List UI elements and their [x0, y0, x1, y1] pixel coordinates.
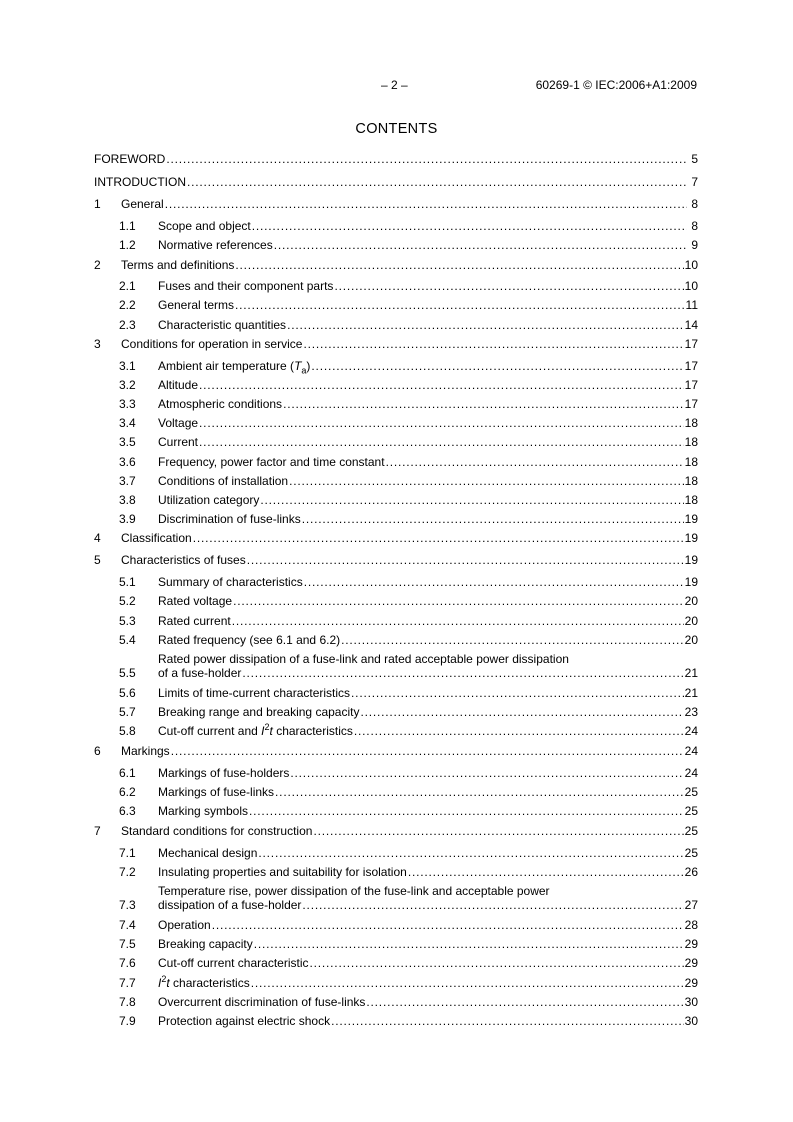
toc-entry-page: 19 — [684, 531, 698, 545]
toc-entry-title-line2: of a fuse-holder — [158, 666, 242, 680]
dot-leader — [199, 378, 684, 392]
toc-entry-number: 5.8 — [119, 724, 136, 738]
toc-entry-number: 2 — [94, 258, 101, 272]
toc-entry[interactable] — [94, 318, 698, 332]
dot-leader — [274, 238, 687, 252]
toc-entry-number: 1 — [94, 197, 101, 211]
toc-entry-title: Frequency, power factor and time constant — [158, 455, 385, 469]
toc-entry-title: Overcurrent discrimination of fuse-links — [158, 995, 366, 1009]
toc-entry[interactable] — [94, 575, 698, 589]
toc-entry[interactable] — [94, 976, 698, 990]
toc-entry[interactable] — [94, 298, 698, 312]
dot-leader — [311, 359, 683, 373]
toc-entry[interactable] — [94, 744, 698, 758]
toc-entry-title: Discrimination of fuse-links — [158, 512, 301, 526]
toc-entry-number: 7 — [94, 824, 101, 838]
dot-leader — [313, 824, 683, 838]
dot-leader — [289, 474, 684, 488]
toc-entry-page: 23 — [684, 705, 698, 719]
toc-entry-body — [158, 785, 698, 799]
dot-leader — [249, 804, 684, 818]
dot-leader — [386, 455, 684, 469]
toc-entry-number: 4 — [94, 531, 101, 545]
toc-entry-page: 26 — [684, 865, 698, 879]
toc-entry[interactable] — [94, 337, 698, 351]
toc-entry-body — [121, 553, 698, 567]
toc-entry[interactable] — [94, 918, 698, 932]
toc-entry-page: 18 — [684, 455, 698, 469]
dot-leader — [235, 298, 685, 312]
toc-entry-body — [158, 614, 698, 628]
toc-entry[interactable] — [94, 175, 698, 189]
toc-entry[interactable] — [94, 258, 698, 272]
toc-entry-body — [158, 804, 698, 818]
toc-entry-body — [158, 846, 698, 860]
toc-entry-body — [158, 238, 698, 252]
toc-entry-body — [158, 298, 698, 312]
toc-entry-body — [121, 824, 698, 838]
toc-entry-page: 20 — [684, 614, 698, 628]
toc-entry-body — [158, 1014, 698, 1028]
standard-reference: 60269-1 © IEC:2006+A1:2009 — [535, 78, 697, 92]
toc-entry-page: 14 — [684, 318, 698, 332]
dot-leader — [258, 846, 683, 860]
toc-entry-page: 18 — [684, 474, 698, 488]
toc-entry-title: Markings of fuse-holders — [158, 766, 290, 780]
toc-entry-title: Utilization category — [158, 493, 260, 507]
toc-entry-title: Scope and object — [158, 219, 251, 233]
toc-entry-number: 1.1 — [119, 219, 136, 233]
toc-entry[interactable] — [94, 512, 698, 526]
toc-entry-body — [121, 197, 698, 211]
page-header — [0, 78, 793, 94]
dot-leader — [354, 724, 684, 738]
toc-entry[interactable] — [94, 531, 698, 545]
dot-leader — [302, 512, 684, 526]
toc-entry-title: General — [121, 197, 164, 211]
toc-entry-title-cont — [158, 666, 698, 680]
toc-entry-page: 28 — [684, 918, 698, 932]
toc-entry-title-cont — [158, 898, 698, 912]
toc-entry[interactable] — [94, 553, 698, 567]
toc-entry[interactable] — [94, 279, 698, 293]
toc-entry-page: 24 — [684, 744, 698, 758]
toc-entry-page: 20 — [684, 594, 698, 608]
toc-entry-number: 2.1 — [119, 279, 136, 293]
toc-entry-title: Breaking capacity — [158, 937, 253, 951]
toc-entry[interactable] — [94, 937, 698, 951]
dot-leader — [310, 956, 684, 970]
toc-entry-body — [158, 575, 698, 589]
toc-entry-page: 30 — [684, 995, 698, 1009]
dot-leader — [360, 705, 683, 719]
toc-entry-body — [158, 594, 698, 608]
dot-leader — [331, 1014, 684, 1028]
toc-entry-page: 25 — [684, 804, 698, 818]
toc-entry-title: Characteristic quantities — [158, 318, 287, 332]
toc-entry-title: Ambient air temperature $(T_a)$ — [158, 359, 311, 376]
toc-entry-number: 3.7 — [119, 474, 136, 488]
toc-entry-body — [158, 705, 698, 719]
toc-entry-page: 17 — [684, 378, 698, 392]
dot-leader — [283, 397, 684, 411]
toc-entry-title: Limits of time-current characteristics — [158, 686, 351, 700]
toc-entry-body — [158, 724, 698, 738]
toc-entry-number: 7.1 — [119, 846, 136, 860]
toc-entry-title: Rated voltage — [158, 594, 233, 608]
toc-entry-title: Characteristics of fuses — [121, 553, 246, 567]
toc-entry-title: Altitude — [158, 378, 199, 392]
toc-entry-page: 29 — [684, 937, 698, 951]
toc-entry-title: Standard conditions for construction — [121, 824, 313, 838]
toc-entry-page: 7 — [691, 175, 698, 189]
toc-entry[interactable] — [94, 686, 698, 700]
toc-entry-body — [158, 279, 698, 293]
toc-entry[interactable] — [94, 865, 698, 879]
toc-entry-number: 2.3 — [119, 318, 136, 332]
toc-entry-body — [158, 633, 698, 647]
toc-entry[interactable] — [94, 397, 698, 411]
toc-entry-page: 21 — [684, 686, 698, 700]
dot-leader — [252, 219, 687, 233]
toc-entry[interactable] — [94, 238, 698, 252]
toc-entry-page: 18 — [684, 416, 698, 430]
toc-entry[interactable] — [94, 724, 698, 738]
toc-entry-page: 30 — [684, 1014, 698, 1028]
dot-leader — [254, 937, 684, 951]
toc-entry-page: 18 — [684, 435, 698, 449]
dot-leader — [232, 614, 684, 628]
dot-leader — [366, 995, 683, 1009]
toc-entry-number: 3.2 — [119, 378, 136, 392]
dot-leader — [247, 553, 684, 567]
toc-entry-page: 21 — [684, 666, 698, 680]
toc-entry-number: 3.9 — [119, 512, 136, 526]
toc-entry-title: Rated power dissipation of a fuse-link and rated acceptable power dissipation — [158, 652, 569, 666]
toc-entry-title: Classification — [121, 531, 192, 545]
toc-entry[interactable] — [94, 493, 698, 507]
toc-entry-page: 25 — [684, 846, 698, 860]
toc-entry-title: Operation — [158, 918, 211, 932]
toc-entry-title-line2: dissipation of a fuse-holder — [158, 898, 302, 912]
toc-entry-page: 29 — [684, 956, 698, 970]
toc-entry-title: FOREWORD — [94, 152, 166, 166]
toc-entry-body — [94, 152, 698, 166]
toc-entry[interactable] — [94, 633, 698, 647]
toc-entry-number: 7.8 — [119, 995, 136, 1009]
dot-leader — [233, 594, 684, 608]
toc-entry-body — [158, 219, 698, 233]
toc-entry[interactable] — [94, 824, 698, 838]
toc-entry-body — [158, 493, 698, 507]
toc-entry-title: Insulating properties and suitability for isolation — [158, 865, 407, 879]
toc-entry-page: 19 — [684, 553, 698, 567]
toc-entry-body — [158, 474, 698, 488]
toc-entry-number: 6.3 — [119, 804, 136, 818]
toc-entry-page: 17 — [684, 337, 698, 351]
toc-entry-title: $I^2t$ characteristics — [158, 974, 250, 990]
dot-leader — [251, 976, 684, 990]
toc-entry-number: 5.5 — [119, 666, 136, 680]
toc-entry-body — [158, 686, 698, 700]
dot-leader — [260, 493, 683, 507]
toc-entry[interactable] — [94, 705, 698, 719]
toc-entry-number: 5.6 — [119, 686, 136, 700]
toc-entry-body — [158, 976, 698, 990]
toc-entry-body — [158, 512, 698, 526]
toc-entry-body — [158, 359, 698, 376]
toc-entry[interactable] — [94, 416, 698, 430]
page-title: CONTENTS — [355, 121, 438, 137]
toc-entry-page: 20 — [684, 633, 698, 647]
toc-entry-page: 25 — [684, 824, 698, 838]
toc-entry-body — [94, 175, 698, 189]
toc-entry[interactable] — [94, 846, 698, 860]
toc-entry-number: 7.6 — [119, 956, 136, 970]
toc-entry-number: 5 — [94, 553, 101, 567]
toc-entry[interactable] — [94, 652, 698, 680]
dot-leader — [166, 152, 687, 166]
toc-entry-title: Cut-off current characteristic — [158, 956, 309, 970]
toc-entry-title: Conditions for operation in service — [121, 337, 303, 351]
toc-entry-body — [158, 937, 698, 951]
toc-entry-number: 3.3 — [119, 397, 136, 411]
toc-entry-body — [158, 995, 698, 1009]
toc-entry[interactable] — [94, 804, 698, 818]
toc-entry-page: 25 — [684, 785, 698, 799]
toc-entry-body — [158, 416, 698, 430]
toc-entry-page: 19 — [684, 512, 698, 526]
toc-entry-title: Protection against electric shock — [158, 1014, 331, 1028]
dot-leader — [304, 575, 684, 589]
dot-leader — [275, 785, 684, 799]
toc-entry-body — [158, 918, 698, 932]
toc-entry-title: Conditions of installation — [158, 474, 289, 488]
dot-leader — [171, 744, 684, 758]
toc-entry-page: 8 — [691, 219, 698, 233]
dot-leader — [199, 416, 684, 430]
dot-leader — [351, 686, 684, 700]
toc-entry-title: Normative references — [158, 238, 273, 252]
toc-entry-number: 5.3 — [119, 614, 136, 628]
toc-entry-number: 5.2 — [119, 594, 136, 608]
toc-entry-body — [158, 397, 698, 411]
toc-entry-page: 27 — [684, 898, 698, 912]
toc-entry-number: 3.8 — [119, 493, 136, 507]
toc-entry-page: 10 — [684, 279, 698, 293]
toc-entry-page: 29 — [684, 976, 698, 990]
toc-entry-page: 8 — [691, 197, 698, 211]
toc-entry-title: Voltage — [158, 416, 199, 430]
toc-entry-number: 5.1 — [119, 575, 136, 589]
toc-entry-number: 7.2 — [119, 865, 136, 879]
toc-entry-page: 9 — [691, 238, 698, 252]
toc-entry-title: Fuses and their component parts — [158, 279, 334, 293]
toc-entry-title: Rated current — [158, 614, 231, 628]
dot-leader — [341, 633, 684, 647]
toc-entry[interactable] — [94, 359, 698, 376]
toc-entry-number: 7.3 — [119, 898, 136, 912]
toc-entry-body — [158, 766, 698, 780]
toc-entry-title: Cut-off current and $I^2t$ characteristics — [158, 722, 353, 738]
dot-leader — [193, 531, 684, 545]
toc-entry-page: 24 — [684, 724, 698, 738]
toc-entry-page: 10 — [684, 258, 698, 272]
toc-entry-number: 2.2 — [119, 298, 136, 312]
toc-entry-title: Mechanical design — [158, 846, 258, 860]
toc-entry-body — [158, 435, 698, 449]
toc-entry-body — [121, 337, 698, 351]
dot-leader — [235, 258, 683, 272]
toc-entry-number: 6.2 — [119, 785, 136, 799]
dot-leader — [199, 435, 684, 449]
toc-entry-title: General terms — [158, 298, 235, 312]
toc-entry[interactable] — [94, 594, 698, 608]
toc-entry-number: 3.5 — [119, 435, 136, 449]
toc-entry-number: 3.6 — [119, 455, 136, 469]
toc-entry-number: 6.1 — [119, 766, 136, 780]
toc-entry-body — [158, 865, 698, 879]
toc-entry[interactable] — [94, 1014, 698, 1028]
toc-entry-number: 7.5 — [119, 937, 136, 951]
toc-entry-body — [158, 455, 698, 469]
dot-leader — [187, 175, 687, 189]
toc-entry-number: 3 — [94, 337, 101, 351]
toc-entry-body — [158, 884, 698, 912]
toc-entry-title: Atmospheric conditions — [158, 397, 283, 411]
toc-entry-page: 17 — [684, 397, 698, 411]
toc-entry-number: 6 — [94, 744, 101, 758]
toc-entry-page: 24 — [684, 766, 698, 780]
toc-entry-title: INTRODUCTION — [94, 175, 186, 189]
toc-entry-title: Current — [158, 435, 199, 449]
toc-entry[interactable] — [94, 378, 698, 392]
toc-entry[interactable] — [94, 884, 698, 912]
dot-leader — [287, 318, 684, 332]
toc-entry-title: Rated frequency (see 6.1 and 6.2) — [158, 633, 341, 647]
toc-entry-number: 7.9 — [119, 1014, 136, 1028]
dot-leader — [242, 666, 683, 680]
toc-entry-body — [158, 956, 698, 970]
toc-entry[interactable] — [94, 956, 698, 970]
toc-entry-number: 7.7 — [119, 976, 136, 990]
toc-entry-body — [158, 318, 698, 332]
toc-entry-number: 5.7 — [119, 705, 136, 719]
dot-leader — [303, 337, 683, 351]
toc-entry-title: Markings — [121, 744, 170, 758]
toc-entry-title: Terms and definitions — [121, 258, 235, 272]
toc-entry[interactable] — [94, 785, 698, 799]
toc-entry-body — [121, 258, 698, 272]
toc-entry-number: 1.2 — [119, 238, 136, 252]
toc-entry-number: 3.4 — [119, 416, 136, 430]
toc-entry-body — [121, 531, 698, 545]
dot-leader — [212, 918, 684, 932]
toc-entry[interactable] — [94, 219, 698, 233]
toc-entry[interactable] — [94, 152, 698, 166]
dot-leader — [408, 865, 684, 879]
toc-entry[interactable] — [94, 435, 698, 449]
toc-entry-page: 11 — [685, 298, 698, 312]
toc-entry-page: 5 — [691, 152, 698, 166]
toc-entry-number: 7.4 — [119, 918, 136, 932]
toc-entry-body — [158, 652, 698, 680]
toc-entry-number: 5.4 — [119, 633, 136, 647]
toc-entry[interactable] — [94, 614, 698, 628]
toc-entry-title: Marking symbols — [158, 804, 249, 818]
toc-entry[interactable] — [94, 197, 698, 211]
dot-leader — [290, 766, 683, 780]
toc-entry-title: Temperature rise, power dissipation of the fuse-link and acceptable power — [158, 884, 550, 898]
toc-entry[interactable] — [94, 474, 698, 488]
dot-leader — [302, 898, 683, 912]
toc-entry[interactable] — [94, 995, 698, 1009]
dot-leader — [165, 197, 687, 211]
toc-entry[interactable] — [94, 766, 698, 780]
toc-entry-title: Breaking range and breaking capacity — [158, 705, 360, 719]
toc-entry-page: 19 — [684, 575, 698, 589]
toc-entry-page: 17 — [684, 359, 698, 373]
page-number: – 2 – — [381, 78, 408, 92]
dot-leader — [334, 279, 683, 293]
toc-entry-number: 3.1 — [119, 359, 136, 373]
toc-entry-body — [121, 744, 698, 758]
toc-entry[interactable] — [94, 455, 698, 469]
toc-entry-body — [158, 378, 698, 392]
toc-entry-page: 18 — [684, 493, 698, 507]
toc-entry-title: Summary of characteristics — [158, 575, 303, 589]
toc-entry-title: Markings of fuse-links — [158, 785, 275, 799]
